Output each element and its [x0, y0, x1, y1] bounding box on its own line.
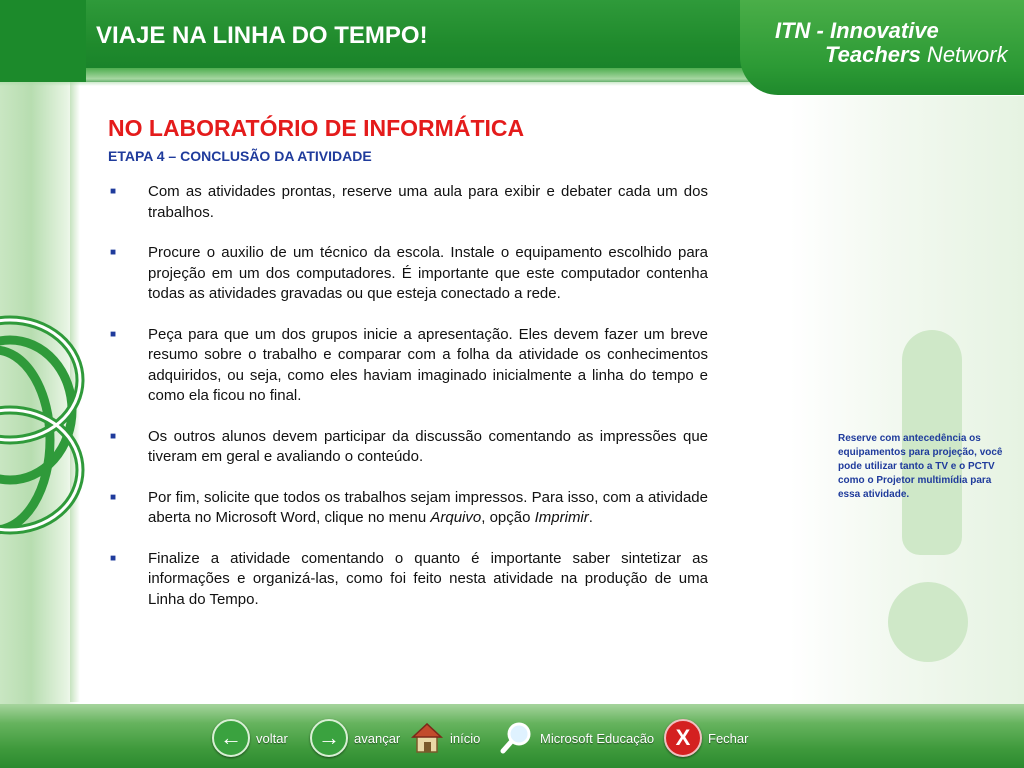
forward-button-label: avançar — [354, 730, 401, 746]
close-button[interactable] — [664, 718, 748, 758]
bullet-list — [108, 182, 708, 610]
microsoft-educacao-label: Microsoft Educação — [540, 730, 655, 746]
home-button[interactable] — [410, 718, 480, 758]
bullet-icon: ■ — [110, 328, 117, 340]
list-item-text: Finalize a atividade comentando o quanto é importante saber sintetizar as informações e organizá-las, como foi feito nesta atividade na produção de uma Linha do Tempo. — [148, 549, 708, 608]
menu-option-imprimir: Imprimir — [534, 509, 589, 526]
list-item — [108, 427, 708, 468]
logo-text-line2 — [825, 42, 1008, 68]
list-item-text: Procure o auxilio de um técnico da escola. Instale o equipamento escolhido para projeção em um dos computadores. É importante que este computador contenha todas as atividades gravadas ou que esteja conectado a rede. — [148, 244, 708, 302]
list-item-text: Peça para que um dos grupos inicie a apresentação. Eles devem fazer um breve resumo sobre o trabalho e comparar com a folha da atividade os conhecimentos adquiridos, ou seja, como eles haviam imaginado inicialmente a linha do tempo e como ela ficou no final. — [148, 325, 708, 404]
bullet-icon: ■ — [110, 186, 117, 197]
rings-decoration — [0, 300, 90, 600]
list-item-text — [148, 489, 708, 527]
home-button-label: início — [450, 730, 481, 746]
close-button-label: Fechar — [708, 730, 749, 746]
close-x-icon: X — [664, 719, 702, 757]
app-title: VIAJE NA LINHA DO TEMPO! — [96, 22, 428, 49]
logo-text-bold: Teachers — [825, 42, 921, 67]
header-corner — [0, 0, 86, 82]
arrow-right-icon: → — [310, 719, 348, 757]
logo-text-rest: Network — [920, 42, 1008, 67]
arrow-left-icon: ← — [212, 719, 250, 757]
step-title: ETAPA 4 – CONCLUSÃO DA ATIVIDADE — [108, 148, 372, 164]
house-icon — [410, 721, 444, 755]
list-item-text-part: . — [588, 509, 593, 526]
section-title: NO LABORATÓRIO DE INFORMÁTICA — [108, 115, 525, 141]
bullet-icon: ■ — [110, 430, 117, 442]
back-button-label: voltar — [256, 730, 288, 746]
list-item — [108, 549, 708, 611]
list-item-text: Com as atividades prontas, reserve uma aula para exibir e debater cada um dos trabalhos. — [148, 183, 708, 221]
exclamation-dot-icon — [888, 582, 968, 662]
tip-text: Reserve com antecedência os equipamentos para projeção, você pode utilizar tanto a TV e o PCTV como o Projetor multimídia para essa atividade. — [838, 433, 1003, 500]
bullet-icon: ■ — [110, 247, 117, 258]
list-item-text-part: Por fim, solicite que todos os trabalhos sejam impressos. Para isso, com a atividade aberta no Microsoft Word, clique no menu — [148, 488, 708, 526]
list-item-text-part: , opção — [481, 509, 535, 526]
list-item-text: Os outros alunos devem participar da discussão comentando as impressões que tiveram em geral e avaliando o conteúdo. — [148, 427, 708, 465]
list-item — [108, 488, 708, 529]
magnifier-icon — [500, 721, 534, 755]
main-content — [108, 115, 708, 630]
list-item — [108, 182, 708, 223]
microsoft-educacao-button[interactable] — [500, 718, 654, 758]
list-item — [108, 325, 708, 407]
bullet-icon: ■ — [110, 552, 117, 564]
logo-text-line1: ITN - Innovative — [775, 18, 939, 43]
menu-name-arquivo: Arquivo — [430, 509, 482, 526]
bullet-icon: ■ — [110, 491, 117, 503]
forward-button[interactable] — [310, 718, 400, 758]
back-button[interactable] — [212, 718, 288, 758]
list-item — [108, 243, 708, 305]
